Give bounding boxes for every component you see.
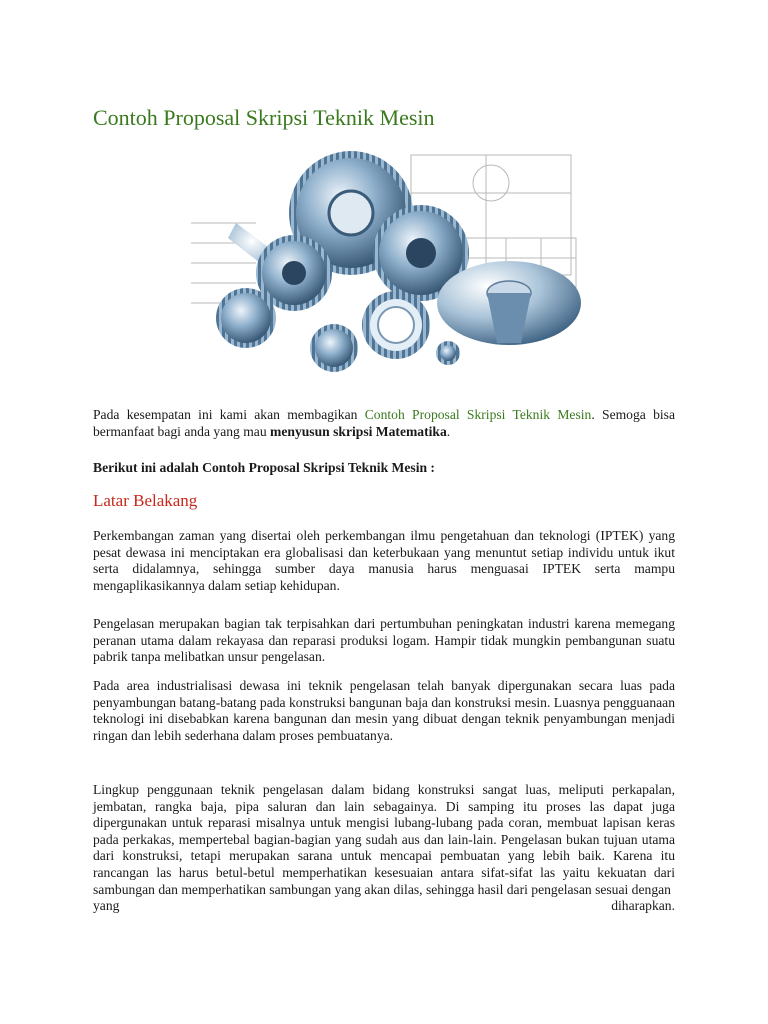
section-heading: Latar Belakang — [93, 491, 198, 510]
paragraph-4-last-line — [93, 898, 675, 915]
gears-image — [186, 143, 586, 395]
intro-paragraph — [93, 407, 675, 440]
paragraph-3: Pada area industrialisasi dewasa ini teknik pengelasan telah banyak dipergunakan secara luas pada penyambungan batang-batang pada konstruksi bangunan baja dan konstruksi mesin. Luasnya pengguanaan teknologi ini disebabkan karena bangunan dan mesin yang dibuat dengan teknik penyambungan menjadi ringan dan lebih sederhana dalam proses pembuatanya. — [93, 678, 675, 743]
intro-text-middle: . Semoga bisa bermanfaat bagi anda yang mau — [93, 407, 675, 439]
paragraph-4-text: Lingkup penggunaan teknik pengelasan dalam bidang konstruksi sangat luas, meliputi perkapalan, jembatan, rangka baja, pipa saluran dan lain sebagainya. Di samping itu proses las dapat juga dipergunakan untuk reparasi misalnya untuk mengisi lubang-lubang pada coran, membuat lapisan keras pada perkakas, mempertebal bagian-bagian yang sudah aus dan lain-lain. Pengelasan bukan tujuan utama dari konstruksi, tetapi merupakan sarana untuk mencapai pembuatan yang lebih baik. Karena itu rancangan las harus betul-betul memperhatikan kesesuaian antara sifat-sifat las yaitu kekuatan dari sambungan dan memperhatikan sambungan yang akan dilas, sehingga hasil dari pengelasan sesuai dengan — [93, 782, 675, 897]
lead-sentence: Berikut ini adalah Contoh Proposal Skripsi Teknik Mesin : — [93, 460, 435, 475]
page-title: Contoh Proposal Skripsi Teknik Mesin — [93, 105, 435, 130]
intro-bold-text: menyusun skripsi Matematika — [270, 423, 447, 439]
intro-text-before: Pada kesempatan ini kami akan membagikan — [93, 407, 365, 422]
paragraph-4 — [93, 782, 675, 915]
last-line-right: diharapkan. — [611, 898, 675, 914]
paragraph-1: Perkembangan zaman yang disertai oleh perkembangan ilmu pengetahuan dan teknologi (IPTEK) yang pesat dewasa ini menciptakan era globalisasi dan keterbukaan yang menuntut setiap individu untuk ikut serta didalamnya, sehingga sumber daya manusia harus menguasai IPTEK serta mampu mengaplikasikannya dalam setiap kehidupan. — [93, 528, 675, 593]
last-line-left: yang — [93, 898, 120, 914]
intro-text-after: . — [446, 423, 451, 439]
gears-illustration — [186, 143, 586, 395]
intro-link[interactable]: Contoh Proposal Skripsi Teknik Mesin — [364, 407, 592, 422]
paragraph-2: Pengelasan merupakan bagian tak terpisahkan dari pertumbuhan peningkatan industri karena memegang peranan utama dalam rekayasa dan reparasi produksi logam. Hampir tidak mungkin pembangunan suatu pabrik tanpa melibatkan unsur pengelasan. — [93, 616, 675, 665]
